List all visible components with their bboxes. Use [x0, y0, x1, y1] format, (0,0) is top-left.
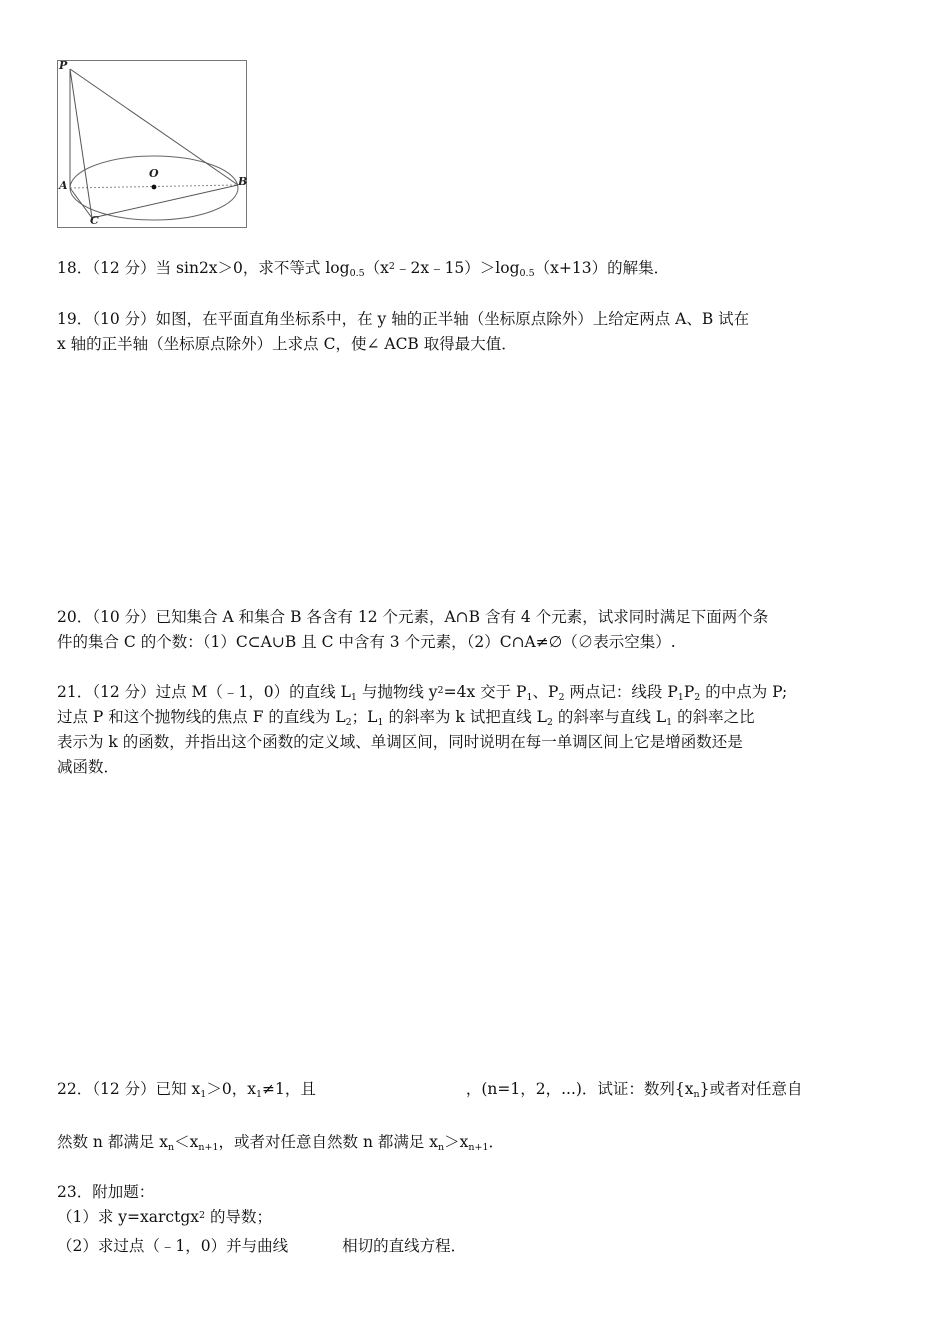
q22-sub: n+1: [468, 1142, 489, 1153]
q21-sup: 2: [437, 685, 444, 696]
q22-part: ．: [488, 1133, 505, 1151]
q21-sub: 1: [526, 692, 533, 703]
q23-part: 的导数；: [205, 1208, 272, 1226]
q21-sub: 1: [350, 692, 357, 703]
q22-part: ，(n=1，2，...)．试证：数列{x: [465, 1080, 694, 1098]
q22-sub: n+1: [198, 1142, 219, 1153]
question-22-line-2: [57, 1130, 893, 1155]
line-cb: [92, 185, 238, 218]
q21-sub: 1: [666, 717, 673, 728]
question-23: [57, 1180, 893, 1259]
question-23-part-2: [57, 1234, 893, 1259]
question-19-line-2: x 轴的正半轴（坐标原点除外）上求点 C，使∠ ACB 取得最大值．: [57, 335, 517, 353]
q18-part: （x+13）的解集．: [534, 259, 670, 277]
q21-part: 过点 P 和这个抛物线的焦点 F 的直线为 L: [57, 708, 346, 726]
q18-part: 18．（12 分）当 sin2x＞0，求不等式 log: [57, 259, 350, 277]
center-point-o: [152, 185, 157, 190]
q18-sub: 0.5: [349, 268, 365, 279]
question-21: [57, 680, 893, 780]
question-22: [57, 1077, 893, 1102]
q23-part: （1）求 y=xarctgx: [57, 1208, 199, 1226]
q21-part: 两点记：线段 P: [564, 683, 678, 701]
q21-sub: 1: [377, 717, 384, 728]
q21-part: 与抛物线 y: [356, 683, 438, 701]
q21-part: P: [683, 683, 695, 701]
label-c: C: [90, 214, 99, 227]
question-22-line-1: [57, 1077, 893, 1102]
q23-sup: 2: [199, 1210, 206, 1221]
q22-sub: n: [438, 1142, 445, 1153]
question-18-text: [57, 256, 893, 281]
question-18: [57, 256, 893, 281]
question-22-continued: [57, 1130, 893, 1155]
q21-part: ；L: [351, 708, 378, 726]
label-p: P: [59, 59, 68, 72]
question-19: [57, 307, 893, 357]
q22-sub: n: [693, 1089, 700, 1100]
q21-part: 、P: [532, 683, 559, 701]
label-a: A: [59, 179, 68, 192]
question-21-line-4: 减函数．: [57, 758, 120, 776]
question-23-part-1: [57, 1205, 893, 1230]
question-21-line-1: [57, 680, 893, 705]
question-21-line-3: 表示为 k 的函数，并指出这个函数的定义域、单调区间，同时说明在每一单调区间上它是增函数还是: [57, 733, 743, 751]
q23-part: （2）求过点（﹣1，0）并与曲线: [57, 1237, 289, 1255]
q21-part: 21．（12 分）过点 M（﹣1，0）的直线 L: [57, 683, 351, 701]
q21-sub: 2: [546, 717, 553, 728]
q21-part: =4x 交于 P: [443, 683, 527, 701]
q22-part: 然数 n 都满足 x: [57, 1133, 169, 1151]
q22-part: }或者对任意自: [699, 1080, 803, 1098]
line-pc: [70, 69, 92, 218]
q21-part: 的斜率之比: [672, 708, 755, 726]
q21-part: 的斜率与直线 L: [552, 708, 667, 726]
q18-part: ﹣2x﹣15）＞log: [394, 259, 520, 277]
label-b: B: [238, 175, 248, 188]
label-o: O: [149, 167, 159, 180]
question-19-line-1: 19．（10 分）如图，在平面直角坐标系中，在 y 轴的正半轴（坐标原点除外）上给定两点 A、B 试在: [57, 310, 750, 328]
q22-sub: 1: [255, 1089, 262, 1100]
question-21-line-2: [57, 705, 893, 730]
q21-sub: 2: [558, 692, 565, 703]
question-20: [57, 605, 893, 655]
q21-sub: 2: [694, 692, 701, 703]
q22-part: ≠1，且: [262, 1080, 316, 1098]
q21-part: 的中点为 P;: [700, 683, 788, 701]
q18-sup: 2: [388, 261, 395, 272]
q18-part: （x: [364, 259, 389, 277]
q22-part: ＜x: [174, 1133, 199, 1151]
q22-part: 22．（12 分）已知 x: [57, 1080, 201, 1098]
q22-part: ，或者对任意自然数 n 都满足 x: [218, 1133, 439, 1151]
q21-part: 的斜率为 k 试把直线 L: [383, 708, 547, 726]
cone-figure: [57, 60, 247, 228]
q22-part: ＞x: [444, 1133, 469, 1151]
q22-part: ＞0，x: [206, 1080, 256, 1098]
question-20-line-2: 件的集合 C 的个数：（1）C⊂A∪B 且 C 中含有 3 个元素，（2）C∩A≠∅（∅表示空集）.: [57, 633, 676, 651]
question-20-line-1: 20．（10 分）已知集合 A 和集合 B 各含有 12 个元素，A∩B 含有 4 个元素，试求同时满足下面两个条: [57, 608, 769, 626]
question-23-title: 23．附加题：: [57, 1183, 155, 1201]
q23-part: 相切的直线方程．: [342, 1237, 467, 1255]
q22-sub: n: [168, 1142, 175, 1153]
cone-diagram: [58, 61, 248, 229]
q18-sub: 0.5: [519, 268, 535, 279]
q21-sub: 1: [677, 692, 684, 703]
q21-sub: 2: [345, 717, 352, 728]
q22-sub: 1: [200, 1089, 207, 1100]
